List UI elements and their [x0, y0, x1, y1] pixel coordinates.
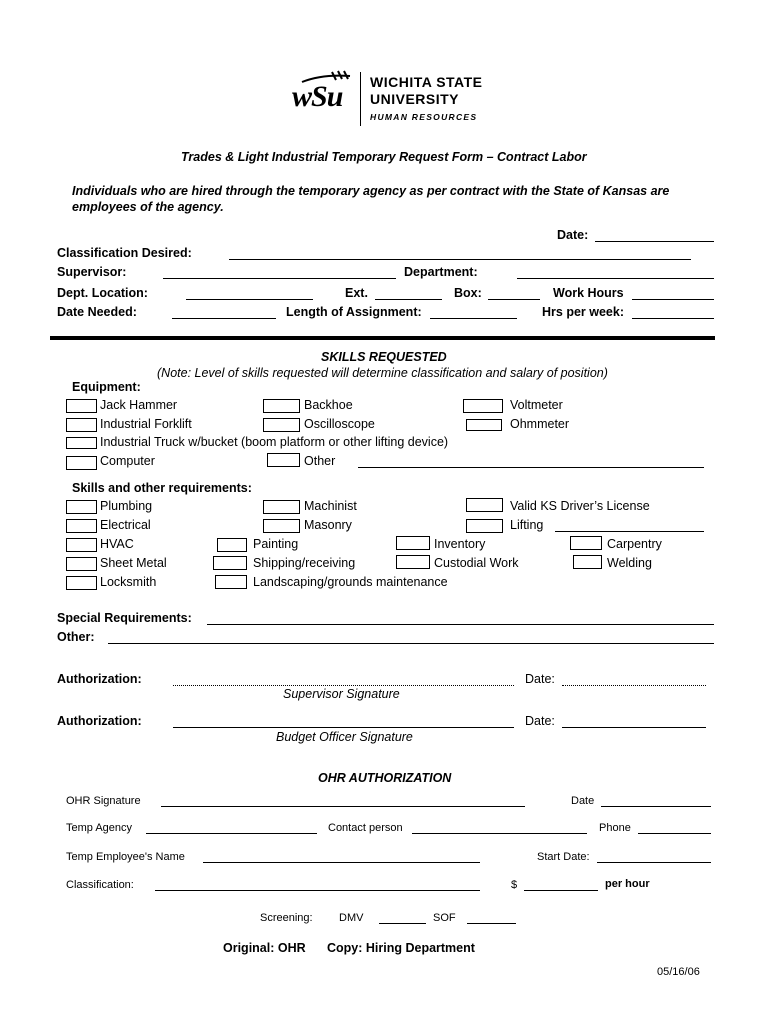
employee-name-label: Temp Employee's Name: [66, 851, 185, 863]
length-label: Length of Assignment:: [286, 305, 422, 319]
phone-label: Phone: [599, 822, 631, 834]
logo-line3: HUMAN RESOURCES: [370, 112, 478, 122]
contact-field[interactable]: [412, 833, 587, 834]
logo-mark: wSu: [292, 80, 343, 113]
box-field[interactable]: [488, 299, 540, 300]
version-date: 05/16/06: [657, 966, 700, 978]
inventory-label: Inventory: [434, 537, 486, 551]
dmv-label: DMV: [339, 912, 364, 924]
voltmeter-label: Voltmeter: [510, 398, 563, 412]
auth2-date-label: Date:: [525, 714, 555, 728]
shipping-checkbox[interactable]: [213, 556, 247, 570]
locksmith-checkbox[interactable]: [66, 576, 97, 590]
special-req-label: Special Requirements:: [57, 611, 192, 625]
dollar-label: $: [511, 879, 518, 891]
truck-label: Industrial Truck w/bucket (boom platform or other lifting device): [100, 435, 449, 449]
auth2-label: Authorization:: [57, 714, 142, 728]
forklift-label: Industrial Forklift: [100, 417, 192, 431]
hvac-checkbox[interactable]: [66, 538, 97, 552]
supervisor-label: Supervisor:: [57, 265, 127, 279]
electrical-label: Electrical: [100, 518, 151, 532]
machinist-label: Machinist: [304, 499, 357, 513]
department-field[interactable]: [517, 278, 714, 279]
machinist-checkbox[interactable]: [263, 500, 300, 514]
employee-name-field[interactable]: [203, 862, 480, 863]
skills-label: Skills and other requirements:: [72, 481, 252, 495]
oscilloscope-label: Oscilloscope: [304, 417, 375, 431]
lifting-field[interactable]: [555, 531, 704, 532]
other-field[interactable]: [108, 643, 714, 644]
masonry-label: Masonry: [304, 518, 352, 532]
landscaping-label: Landscaping/grounds maintenance: [253, 575, 448, 589]
screening-label: Screening:: [260, 912, 313, 924]
hvac-label: HVAC: [100, 537, 134, 551]
skills-heading: SKILLS REQUESTED: [321, 350, 447, 364]
oscilloscope-checkbox[interactable]: [263, 418, 300, 432]
auth2-date-field[interactable]: [562, 727, 706, 728]
masonry-checkbox[interactable]: [263, 519, 300, 533]
start-date-field[interactable]: [597, 862, 711, 863]
truck-checkbox[interactable]: [66, 437, 97, 449]
sheet-metal-checkbox[interactable]: [66, 557, 97, 571]
inventory-checkbox[interactable]: [396, 536, 430, 550]
per-hour-label: per hour: [605, 878, 650, 890]
rate-field[interactable]: [524, 890, 598, 891]
special-req-field[interactable]: [207, 624, 714, 625]
intro-text: Individuals who are hired through the temporary agency as per contract with the State of Kansas are employees of the agency.: [72, 184, 670, 214]
plumbing-label: Plumbing: [100, 499, 153, 513]
dept-location-field[interactable]: [186, 299, 313, 300]
welding-checkbox[interactable]: [573, 555, 602, 569]
painting-label: Painting: [253, 537, 299, 551]
ext-field[interactable]: [375, 299, 442, 300]
ohr-signature-field[interactable]: [161, 806, 525, 807]
ohr-classification-label: Classification:: [66, 879, 134, 891]
logo-divider: [360, 72, 361, 126]
ohr-classification-field[interactable]: [155, 890, 480, 891]
supervisor-field[interactable]: [163, 278, 396, 279]
carpentry-label: Carpentry: [607, 537, 662, 551]
shipping-label: Shipping/receiving: [253, 556, 356, 570]
other-equipment-label: Other: [304, 454, 336, 468]
forklift-checkbox[interactable]: [66, 418, 97, 432]
ohr-date-label: Date: [571, 795, 595, 807]
custodial-label: Custodial Work: [434, 556, 519, 570]
section-divider: [50, 336, 715, 340]
supervisor-signature-caption: Supervisor Signature: [283, 687, 400, 701]
auth1-label: Authorization:: [57, 672, 142, 686]
original-label: Original: OHR: [223, 941, 306, 955]
hrs-per-week-label: Hrs per week:: [542, 305, 624, 319]
dmv-field[interactable]: [379, 923, 426, 924]
temp-agency-label: Temp Agency: [66, 822, 133, 834]
plumbing-checkbox[interactable]: [66, 500, 97, 514]
computer-checkbox[interactable]: [66, 456, 97, 470]
lifting-label: Lifting: [510, 518, 544, 532]
computer-label: Computer: [100, 454, 155, 468]
hrs-per-week-field[interactable]: [632, 318, 714, 319]
classification-field[interactable]: [229, 259, 691, 260]
backhoe-label: Backhoe: [304, 398, 353, 412]
skills-note: (Note: Level of skills requested will determine classification and salary of position): [157, 366, 608, 380]
sof-label: SOF: [433, 912, 456, 924]
form-title: Trades & Light Industrial Temporary Request Form – Contract Labor: [181, 150, 587, 164]
temp-agency-field[interactable]: [146, 833, 317, 834]
classification-label: Classification Desired:: [57, 246, 192, 260]
ohr-signature-label: OHR Signature: [66, 795, 141, 807]
sheet-metal-label: Sheet Metal: [100, 556, 167, 570]
drivers-license-checkbox[interactable]: [466, 498, 503, 512]
phone-field[interactable]: [638, 833, 711, 834]
ext-label: Ext.: [345, 286, 368, 300]
jack-hammer-checkbox[interactable]: [66, 399, 97, 413]
equipment-label: Equipment:: [72, 380, 141, 394]
copy-label: Copy: Hiring Department: [327, 941, 475, 955]
backhoe-checkbox[interactable]: [263, 399, 300, 413]
ohmmeter-label: Ohmmeter: [510, 417, 570, 431]
work-hours-label: Work Hours: [553, 286, 624, 300]
painting-checkbox[interactable]: [217, 538, 247, 552]
sof-field[interactable]: [467, 923, 516, 924]
carpentry-checkbox[interactable]: [570, 536, 602, 550]
budget-signature-caption: Budget Officer Signature: [276, 730, 413, 744]
date-label: Date:: [557, 228, 589, 242]
other-label: Other:: [57, 630, 95, 644]
ohmmeter-checkbox[interactable]: [466, 419, 502, 431]
dept-location-label: Dept. Location:: [57, 286, 148, 300]
locksmith-label: Locksmith: [100, 575, 157, 589]
other-equipment-checkbox[interactable]: [267, 453, 300, 467]
supervisor-signature-field[interactable]: [173, 685, 514, 686]
budget-signature-field[interactable]: [173, 727, 514, 728]
electrical-checkbox[interactable]: [66, 519, 97, 533]
other-equipment-field[interactable]: [358, 467, 704, 468]
department-label: Department:: [404, 265, 478, 279]
jack-hammer-label: Jack Hammer: [100, 398, 178, 412]
custodial-checkbox[interactable]: [396, 555, 430, 569]
ohr-heading: OHR AUTHORIZATION: [318, 771, 452, 785]
work-hours-field[interactable]: [632, 299, 714, 300]
date-needed-label: Date Needed:: [57, 305, 137, 319]
box-label: Box:: [454, 286, 482, 300]
landscaping-checkbox[interactable]: [215, 575, 247, 589]
ohr-date-field[interactable]: [601, 806, 711, 807]
welding-label: Welding: [607, 556, 652, 570]
start-date-label: Start Date:: [537, 851, 590, 863]
logo-line1: WICHITA STATE: [370, 74, 483, 90]
voltmeter-checkbox[interactable]: [463, 399, 503, 413]
date-field[interactable]: [595, 241, 714, 242]
date-needed-field[interactable]: [172, 318, 276, 319]
logo-line2: UNIVERSITY: [370, 91, 460, 107]
auth1-date-field[interactable]: [562, 685, 706, 686]
length-field[interactable]: [430, 318, 517, 319]
lifting-checkbox[interactable]: [466, 519, 503, 533]
auth1-date-label: Date:: [525, 672, 555, 686]
drivers-license-label: Valid KS Driver’s License: [510, 499, 650, 513]
contact-label: Contact person: [328, 822, 403, 834]
